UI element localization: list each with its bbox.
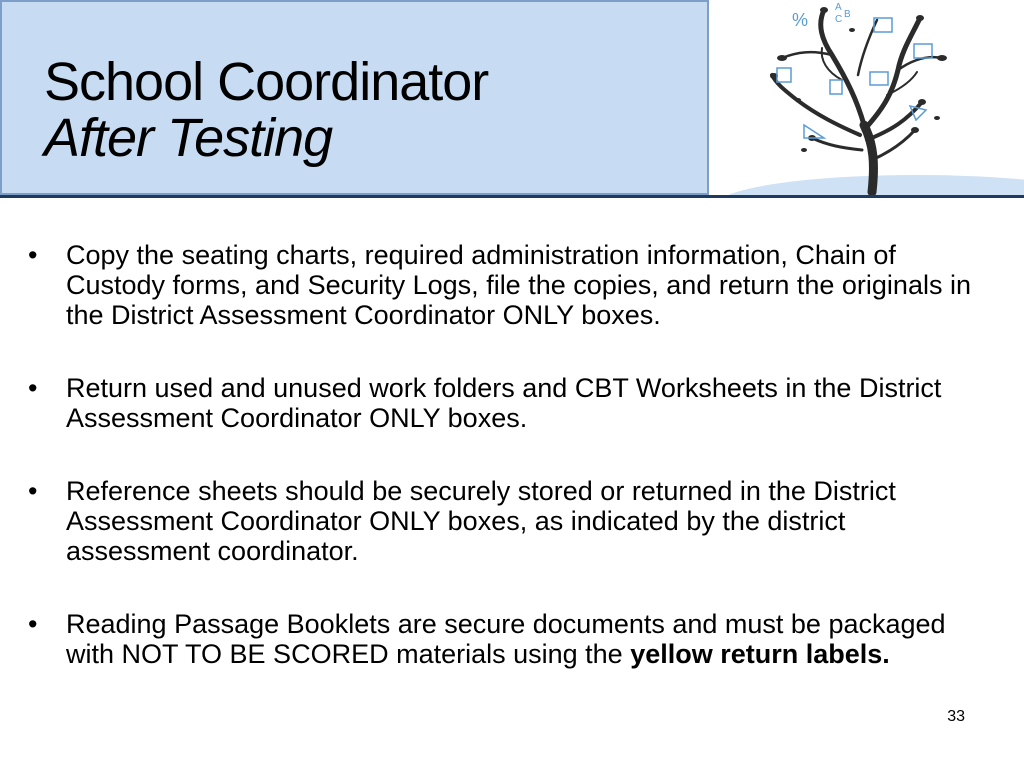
slide-title: School Coordinator bbox=[44, 52, 489, 112]
header-divider bbox=[0, 195, 1024, 198]
calculator-icon bbox=[830, 80, 842, 94]
bullet-item bbox=[28, 240, 973, 330]
bullet-item bbox=[28, 476, 973, 566]
laptop-icon bbox=[870, 72, 888, 85]
bullet-text: Return used and unused work folders and CBT Worksheets in the District Assessment Coordinator ONLY boxes. bbox=[66, 373, 942, 433]
education-tree-graphic bbox=[712, 0, 1024, 195]
books-icon bbox=[777, 68, 791, 82]
slide-header bbox=[0, 0, 1024, 198]
bullet-text: Reference sheets should be securely stored or returned in the District Assessment Coordinator ONLY boxes, as indicated by the district assessment coordinator. bbox=[66, 476, 896, 566]
bullet-bold-text: yellow return labels. bbox=[630, 639, 890, 669]
letter-a-icon: A bbox=[835, 2, 842, 13]
bullet-item bbox=[28, 609, 973, 669]
book-icon bbox=[914, 44, 932, 58]
bullet-list bbox=[28, 240, 973, 712]
letter-b-icon: B bbox=[844, 9, 851, 20]
letter-c-icon: C bbox=[835, 14, 843, 25]
percent-icon: % bbox=[792, 10, 809, 30]
page-number: 33 bbox=[947, 708, 965, 725]
slide-subtitle: After Testing bbox=[44, 108, 333, 168]
compass-icon bbox=[910, 106, 926, 120]
bullet-text: Reading Passage Booklets are secure documents and must be packaged with NOT TO BE SCORED materials using the bbox=[66, 609, 946, 669]
bullet-text: Copy the seating charts, required administration information, Chain of Custody forms, and Security Logs, file the copies, and return the originals in the District Assessment Coordinator ONLY boxes. bbox=[66, 240, 971, 330]
bullet-item bbox=[28, 373, 973, 433]
